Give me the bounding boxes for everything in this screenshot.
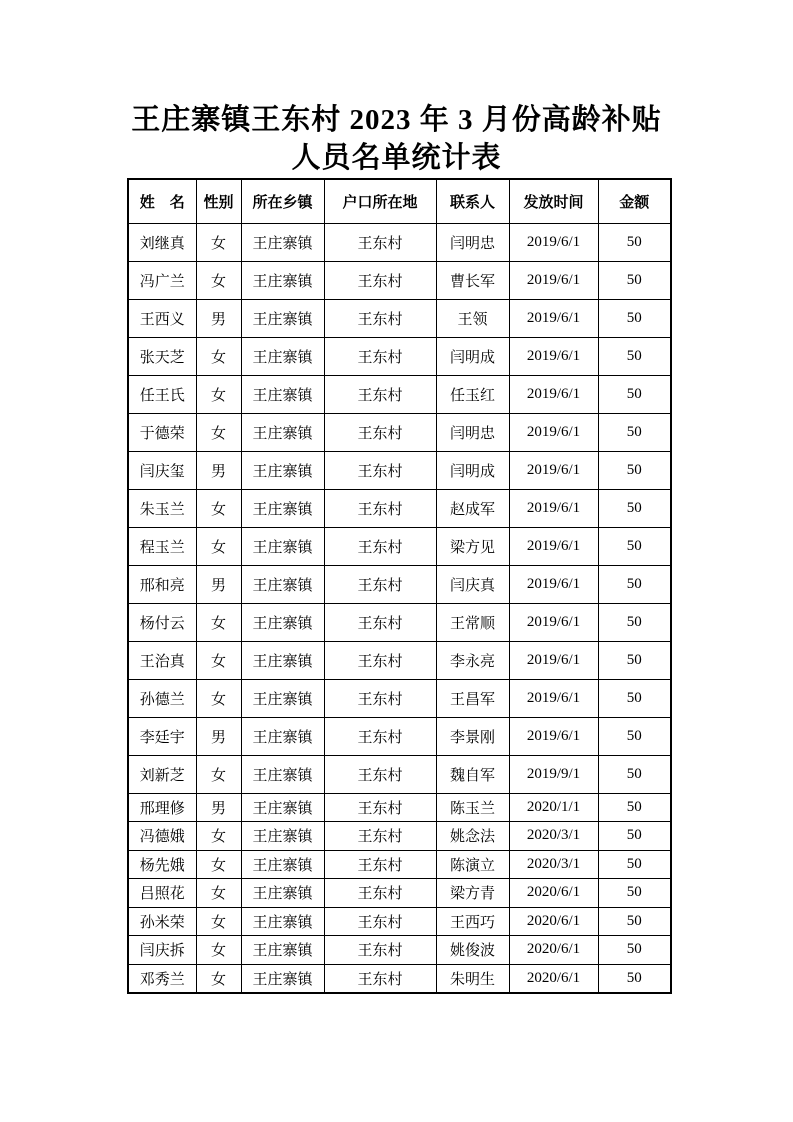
table-row xyxy=(128,717,671,755)
cell-amount: 50 xyxy=(598,907,671,936)
table-row xyxy=(128,451,671,489)
cell-date: 2020/3/1 xyxy=(509,822,598,851)
cell-residence: 王东村 xyxy=(324,413,436,451)
cell-contact: 李景刚 xyxy=(436,717,509,755)
page-title-line2: 人员名单统计表 xyxy=(291,142,502,174)
cell-date: 2020/6/1 xyxy=(509,907,598,936)
table-row xyxy=(128,261,671,299)
cell-residence: 王东村 xyxy=(324,451,436,489)
cell-amount: 50 xyxy=(598,603,671,641)
cell-name: 于德荣 xyxy=(128,413,196,451)
cell-name: 任王氏 xyxy=(128,375,196,413)
cell-date: 2020/6/1 xyxy=(509,936,598,965)
cell-residence: 王东村 xyxy=(324,793,436,822)
cell-township: 王庄寨镇 xyxy=(241,223,324,261)
cell-residence: 王东村 xyxy=(324,850,436,879)
cell-residence: 王东村 xyxy=(324,822,436,851)
cell-residence: 王东村 xyxy=(324,879,436,908)
cell-contact: 陈玉兰 xyxy=(436,793,509,822)
cell-gender: 女 xyxy=(196,641,241,679)
cell-name: 孙德兰 xyxy=(128,679,196,717)
cell-township: 王庄寨镇 xyxy=(241,451,324,489)
cell-amount: 50 xyxy=(598,850,671,879)
table-row xyxy=(128,822,671,851)
cell-residence: 王东村 xyxy=(324,261,436,299)
cell-township: 王庄寨镇 xyxy=(241,679,324,717)
cell-date: 2019/6/1 xyxy=(509,375,598,413)
cell-gender: 女 xyxy=(196,879,241,908)
cell-contact: 赵成军 xyxy=(436,489,509,527)
cell-residence: 王东村 xyxy=(324,936,436,965)
cell-contact: 闫庆真 xyxy=(436,565,509,603)
cell-township: 王庄寨镇 xyxy=(241,337,324,375)
cell-contact: 陈演立 xyxy=(436,850,509,879)
cell-township: 王庄寨镇 xyxy=(241,375,324,413)
cell-gender: 女 xyxy=(196,907,241,936)
cell-residence: 王东村 xyxy=(324,717,436,755)
cell-gender: 女 xyxy=(196,755,241,793)
cell-date: 2020/1/1 xyxy=(509,793,598,822)
cell-date: 2019/6/1 xyxy=(509,717,598,755)
cell-name: 邓秀兰 xyxy=(128,964,196,993)
cell-name: 张天芝 xyxy=(128,337,196,375)
cell-amount: 50 xyxy=(598,755,671,793)
cell-residence: 王东村 xyxy=(324,375,436,413)
cell-township: 王庄寨镇 xyxy=(241,964,324,993)
cell-contact: 朱明生 xyxy=(436,964,509,993)
cell-date: 2020/6/1 xyxy=(509,879,598,908)
table-row xyxy=(128,489,671,527)
cell-gender: 女 xyxy=(196,489,241,527)
cell-amount: 50 xyxy=(598,641,671,679)
cell-residence: 王东村 xyxy=(324,223,436,261)
cell-amount: 50 xyxy=(598,337,671,375)
cell-gender: 男 xyxy=(196,793,241,822)
table-row xyxy=(128,793,671,822)
cell-amount: 50 xyxy=(598,527,671,565)
cell-date: 2019/9/1 xyxy=(509,755,598,793)
cell-contact: 闫明成 xyxy=(436,451,509,489)
subsidy-table xyxy=(127,178,672,994)
cell-contact: 闫明忠 xyxy=(436,223,509,261)
cell-name: 杨付云 xyxy=(128,603,196,641)
table-row xyxy=(128,755,671,793)
cell-name: 邢理修 xyxy=(128,793,196,822)
cell-amount: 50 xyxy=(598,936,671,965)
cell-contact: 魏自军 xyxy=(436,755,509,793)
cell-name: 邢和亮 xyxy=(128,565,196,603)
cell-date: 2020/3/1 xyxy=(509,850,598,879)
cell-amount: 50 xyxy=(598,822,671,851)
cell-amount: 50 xyxy=(598,879,671,908)
table-row xyxy=(128,907,671,936)
table-row xyxy=(128,337,671,375)
cell-name: 李廷宇 xyxy=(128,717,196,755)
cell-township: 王庄寨镇 xyxy=(241,822,324,851)
cell-name: 程玉兰 xyxy=(128,527,196,565)
header-cell: 性别 xyxy=(196,179,241,223)
table-row xyxy=(128,299,671,337)
cell-name: 王西义 xyxy=(128,299,196,337)
cell-township: 王庄寨镇 xyxy=(241,261,324,299)
cell-residence: 王东村 xyxy=(324,337,436,375)
cell-name: 闫庆玺 xyxy=(128,451,196,489)
table-row xyxy=(128,964,671,993)
cell-contact: 闫明成 xyxy=(436,337,509,375)
cell-contact: 王昌军 xyxy=(436,679,509,717)
cell-gender: 男 xyxy=(196,299,241,337)
cell-date: 2019/6/1 xyxy=(509,223,598,261)
cell-date: 2019/6/1 xyxy=(509,413,598,451)
cell-township: 王庄寨镇 xyxy=(241,850,324,879)
cell-name: 闫庆拆 xyxy=(128,936,196,965)
table-row xyxy=(128,879,671,908)
cell-date: 2019/6/1 xyxy=(509,565,598,603)
cell-gender: 女 xyxy=(196,223,241,261)
cell-township: 王庄寨镇 xyxy=(241,565,324,603)
cell-gender: 男 xyxy=(196,565,241,603)
cell-gender: 男 xyxy=(196,451,241,489)
cell-date: 2019/6/1 xyxy=(509,641,598,679)
cell-township: 王庄寨镇 xyxy=(241,936,324,965)
cell-residence: 王东村 xyxy=(324,603,436,641)
cell-name: 杨先娥 xyxy=(128,850,196,879)
cell-amount: 50 xyxy=(598,413,671,451)
cell-name: 冯德娥 xyxy=(128,822,196,851)
cell-name: 冯广兰 xyxy=(128,261,196,299)
cell-contact: 梁方见 xyxy=(436,527,509,565)
cell-gender: 女 xyxy=(196,822,241,851)
table-header-row xyxy=(128,179,671,223)
cell-gender: 女 xyxy=(196,527,241,565)
cell-gender: 女 xyxy=(196,850,241,879)
cell-township: 王庄寨镇 xyxy=(241,755,324,793)
cell-contact: 王领 xyxy=(436,299,509,337)
table-row xyxy=(128,603,671,641)
cell-name: 王治真 xyxy=(128,641,196,679)
cell-amount: 50 xyxy=(598,375,671,413)
cell-township: 王庄寨镇 xyxy=(241,717,324,755)
cell-date: 2019/6/1 xyxy=(509,603,598,641)
page-title-line1: 王庄寨镇王东村 2023 年 3 月份高龄补贴 xyxy=(131,104,662,136)
cell-township: 王庄寨镇 xyxy=(241,489,324,527)
header-cell: 所在乡镇 xyxy=(241,179,324,223)
page-title xyxy=(0,101,793,177)
table-row xyxy=(128,565,671,603)
cell-township: 王庄寨镇 xyxy=(241,793,324,822)
cell-date: 2019/6/1 xyxy=(509,489,598,527)
table-row xyxy=(128,527,671,565)
cell-amount: 50 xyxy=(598,679,671,717)
cell-gender: 男 xyxy=(196,717,241,755)
cell-township: 王庄寨镇 xyxy=(241,641,324,679)
cell-residence: 王东村 xyxy=(324,755,436,793)
cell-township: 王庄寨镇 xyxy=(241,907,324,936)
cell-residence: 王东村 xyxy=(324,299,436,337)
table-row xyxy=(128,375,671,413)
header-cell: 发放时间 xyxy=(509,179,598,223)
cell-contact: 曹长军 xyxy=(436,261,509,299)
table-row xyxy=(128,413,671,451)
header-cell: 金额 xyxy=(598,179,671,223)
cell-residence: 王东村 xyxy=(324,489,436,527)
cell-residence: 王东村 xyxy=(324,964,436,993)
subsidy-table-body xyxy=(128,223,671,993)
cell-amount: 50 xyxy=(598,451,671,489)
cell-name: 孙米荣 xyxy=(128,907,196,936)
cell-gender: 女 xyxy=(196,413,241,451)
cell-contact: 梁方青 xyxy=(436,879,509,908)
cell-date: 2019/6/1 xyxy=(509,679,598,717)
cell-gender: 女 xyxy=(196,603,241,641)
cell-contact: 李永亮 xyxy=(436,641,509,679)
cell-residence: 王东村 xyxy=(324,527,436,565)
cell-date: 2020/6/1 xyxy=(509,964,598,993)
cell-contact: 闫明忠 xyxy=(436,413,509,451)
cell-amount: 50 xyxy=(598,717,671,755)
cell-gender: 女 xyxy=(196,337,241,375)
table-row xyxy=(128,936,671,965)
cell-township: 王庄寨镇 xyxy=(241,879,324,908)
cell-township: 王庄寨镇 xyxy=(241,413,324,451)
cell-amount: 50 xyxy=(598,299,671,337)
cell-township: 王庄寨镇 xyxy=(241,299,324,337)
cell-name: 刘继真 xyxy=(128,223,196,261)
cell-contact: 王常顺 xyxy=(436,603,509,641)
cell-name: 刘新芝 xyxy=(128,755,196,793)
table-row xyxy=(128,679,671,717)
cell-date: 2019/6/1 xyxy=(509,451,598,489)
cell-amount: 50 xyxy=(598,223,671,261)
table-row xyxy=(128,641,671,679)
cell-contact: 姚念法 xyxy=(436,822,509,851)
cell-amount: 50 xyxy=(598,964,671,993)
cell-gender: 女 xyxy=(196,964,241,993)
cell-amount: 50 xyxy=(598,793,671,822)
cell-residence: 王东村 xyxy=(324,641,436,679)
cell-date: 2019/6/1 xyxy=(509,527,598,565)
cell-gender: 女 xyxy=(196,936,241,965)
cell-name: 吕照花 xyxy=(128,879,196,908)
cell-contact: 任玉红 xyxy=(436,375,509,413)
cell-contact: 姚俊波 xyxy=(436,936,509,965)
cell-contact: 王西巧 xyxy=(436,907,509,936)
cell-name: 朱玉兰 xyxy=(128,489,196,527)
cell-residence: 王东村 xyxy=(324,679,436,717)
cell-date: 2019/6/1 xyxy=(509,337,598,375)
cell-township: 王庄寨镇 xyxy=(241,527,324,565)
cell-gender: 女 xyxy=(196,261,241,299)
cell-amount: 50 xyxy=(598,261,671,299)
cell-amount: 50 xyxy=(598,489,671,527)
header-cell: 户口所在地 xyxy=(324,179,436,223)
cell-amount: 50 xyxy=(598,565,671,603)
cell-gender: 女 xyxy=(196,375,241,413)
table-row xyxy=(128,850,671,879)
cell-township: 王庄寨镇 xyxy=(241,603,324,641)
cell-gender: 女 xyxy=(196,679,241,717)
header-cell: 姓 名 xyxy=(128,179,196,223)
header-cell: 联系人 xyxy=(436,179,509,223)
table-row xyxy=(128,223,671,261)
cell-date: 2019/6/1 xyxy=(509,261,598,299)
cell-residence: 王东村 xyxy=(324,907,436,936)
cell-date: 2019/6/1 xyxy=(509,299,598,337)
cell-residence: 王东村 xyxy=(324,565,436,603)
